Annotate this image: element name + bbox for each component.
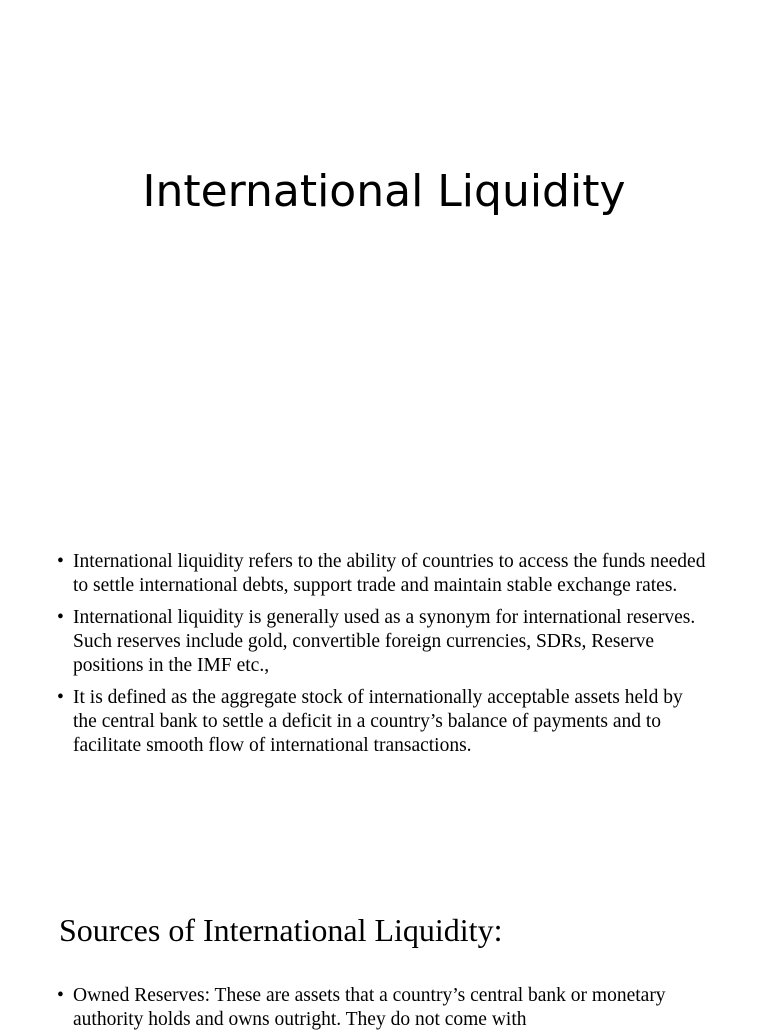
list-item-text: International liquidity is generally used as a synonym for international reserves. Such reserves include gold, convertible foreign currencies, SDRs, Reserve positions in the IMF etc., xyxy=(73,607,696,676)
list-item xyxy=(57,550,707,598)
list-item xyxy=(57,984,707,1032)
section-bullet-list xyxy=(57,984,707,1032)
bullet-list xyxy=(57,550,707,766)
list-item xyxy=(57,686,707,758)
bullet-icon: • xyxy=(57,607,64,628)
list-item-text: International liquidity refers to the ability of countries to access the funds needed to settle international debts, support trade and maintain stable exchange rates. xyxy=(73,551,706,596)
list-item-text: It is defined as the aggregate stock of internationally acceptable assets held by the central bank to settle a deficit in a country’s balance of payments and to facilitate smooth flow of international transactions. xyxy=(73,687,683,756)
page-title: International Liquidity xyxy=(142,166,626,217)
bullet-icon: • xyxy=(57,687,64,708)
bullet-icon: • xyxy=(57,985,64,1006)
list-item xyxy=(57,606,707,678)
bullet-icon: • xyxy=(57,551,64,572)
list-item-text: Owned Reserves: These are assets that a country’s central bank or monetary authority holds and owns outright. They do not come with xyxy=(73,985,666,1030)
section-heading: Sources of International Liquidity: xyxy=(59,912,503,948)
